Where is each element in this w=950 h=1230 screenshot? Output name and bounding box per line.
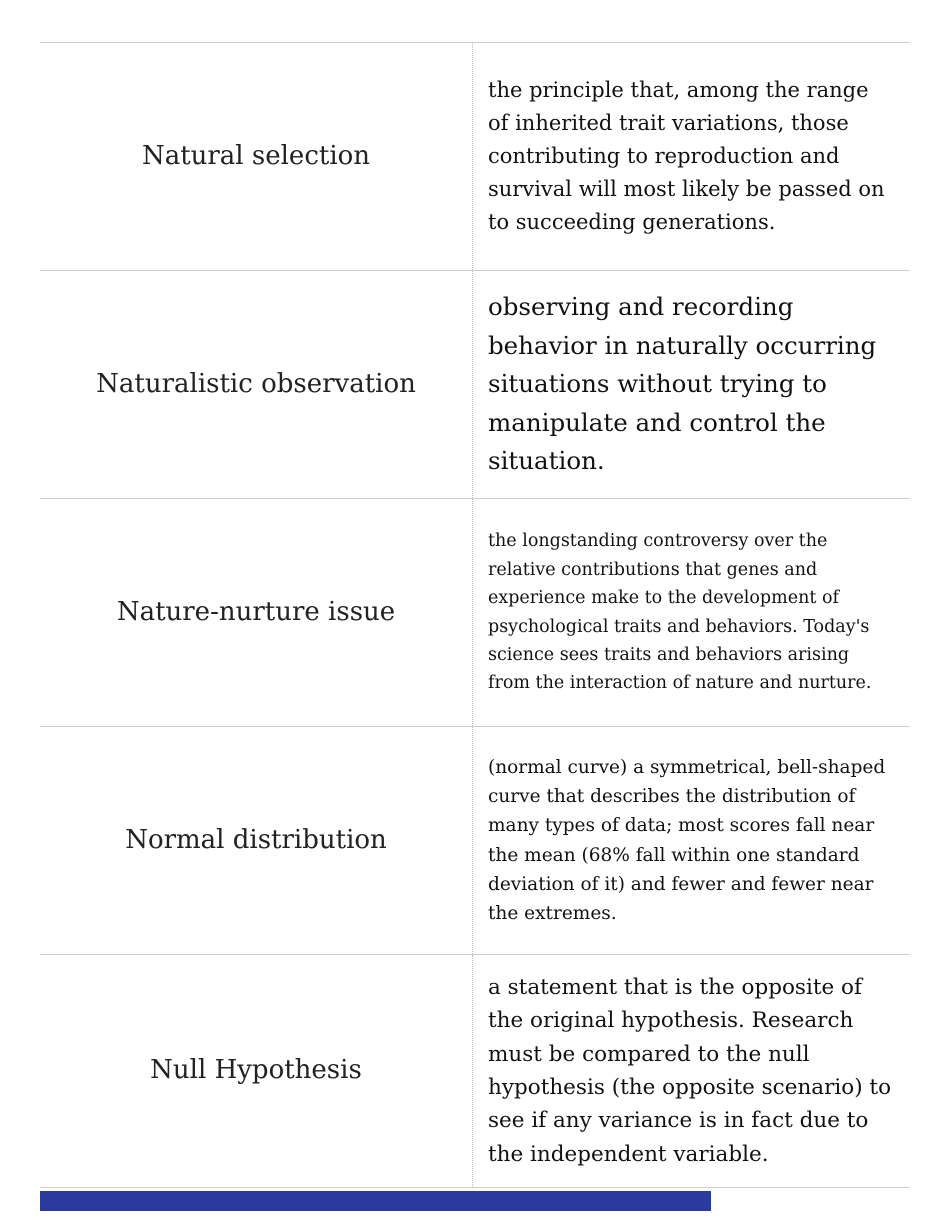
term-cell xyxy=(40,271,472,498)
definition-text: observing and recording behavior in naturally occurring situations without trying to manipulate and control the situation. xyxy=(488,292,877,476)
term-cell xyxy=(40,727,472,954)
term-cell xyxy=(40,43,472,270)
term-text: Natural selection xyxy=(141,140,371,171)
term-cell xyxy=(40,955,472,1187)
term-text: Naturalistic observation xyxy=(96,368,416,399)
definition-cell xyxy=(472,43,910,270)
definition-text: a statement that is the opposite of the original hypothesis. Research must be compared to the null hypothesis (the opposite scenario) to see if any variance is in fact due to the independent variable. xyxy=(488,975,892,1167)
definition-cell xyxy=(472,727,910,954)
term-text: Null Hypothesis xyxy=(150,1055,362,1086)
flashcard-row xyxy=(40,499,910,727)
definition-text: the principle that, among the range of inherited trait variations, those contributing to reproduction and survival will most likely be passed on to succeeding generations. xyxy=(488,78,885,234)
definition-cell xyxy=(472,955,910,1187)
definition-cell xyxy=(472,499,910,726)
definition-text: the longstanding controversy over the relative contributions that genes and experience make to the development of psychological traits and behaviors. Today's science sees traits and behaviors arising from the interaction of nature and nurture. xyxy=(488,531,872,694)
definition-cell xyxy=(472,271,910,498)
flashcard-row xyxy=(40,43,910,271)
flashcard-row xyxy=(40,271,910,499)
bottom-partial-row-highlight xyxy=(40,1191,711,1211)
flashcard-table xyxy=(40,42,910,1188)
term-text: Normal distribution xyxy=(125,824,387,855)
term-cell xyxy=(40,499,472,726)
flashcard-row xyxy=(40,955,910,1188)
term-text: Nature-nurture issue xyxy=(116,596,396,627)
flashcard-row xyxy=(40,727,910,955)
definition-text: (normal curve) a symmetrical, bell-shaped curve that describes the distribution of many types of data; most scores fall near the mean (68% fall within one standard deviation of it) and fewer and fewer near the extremes. xyxy=(488,756,886,924)
